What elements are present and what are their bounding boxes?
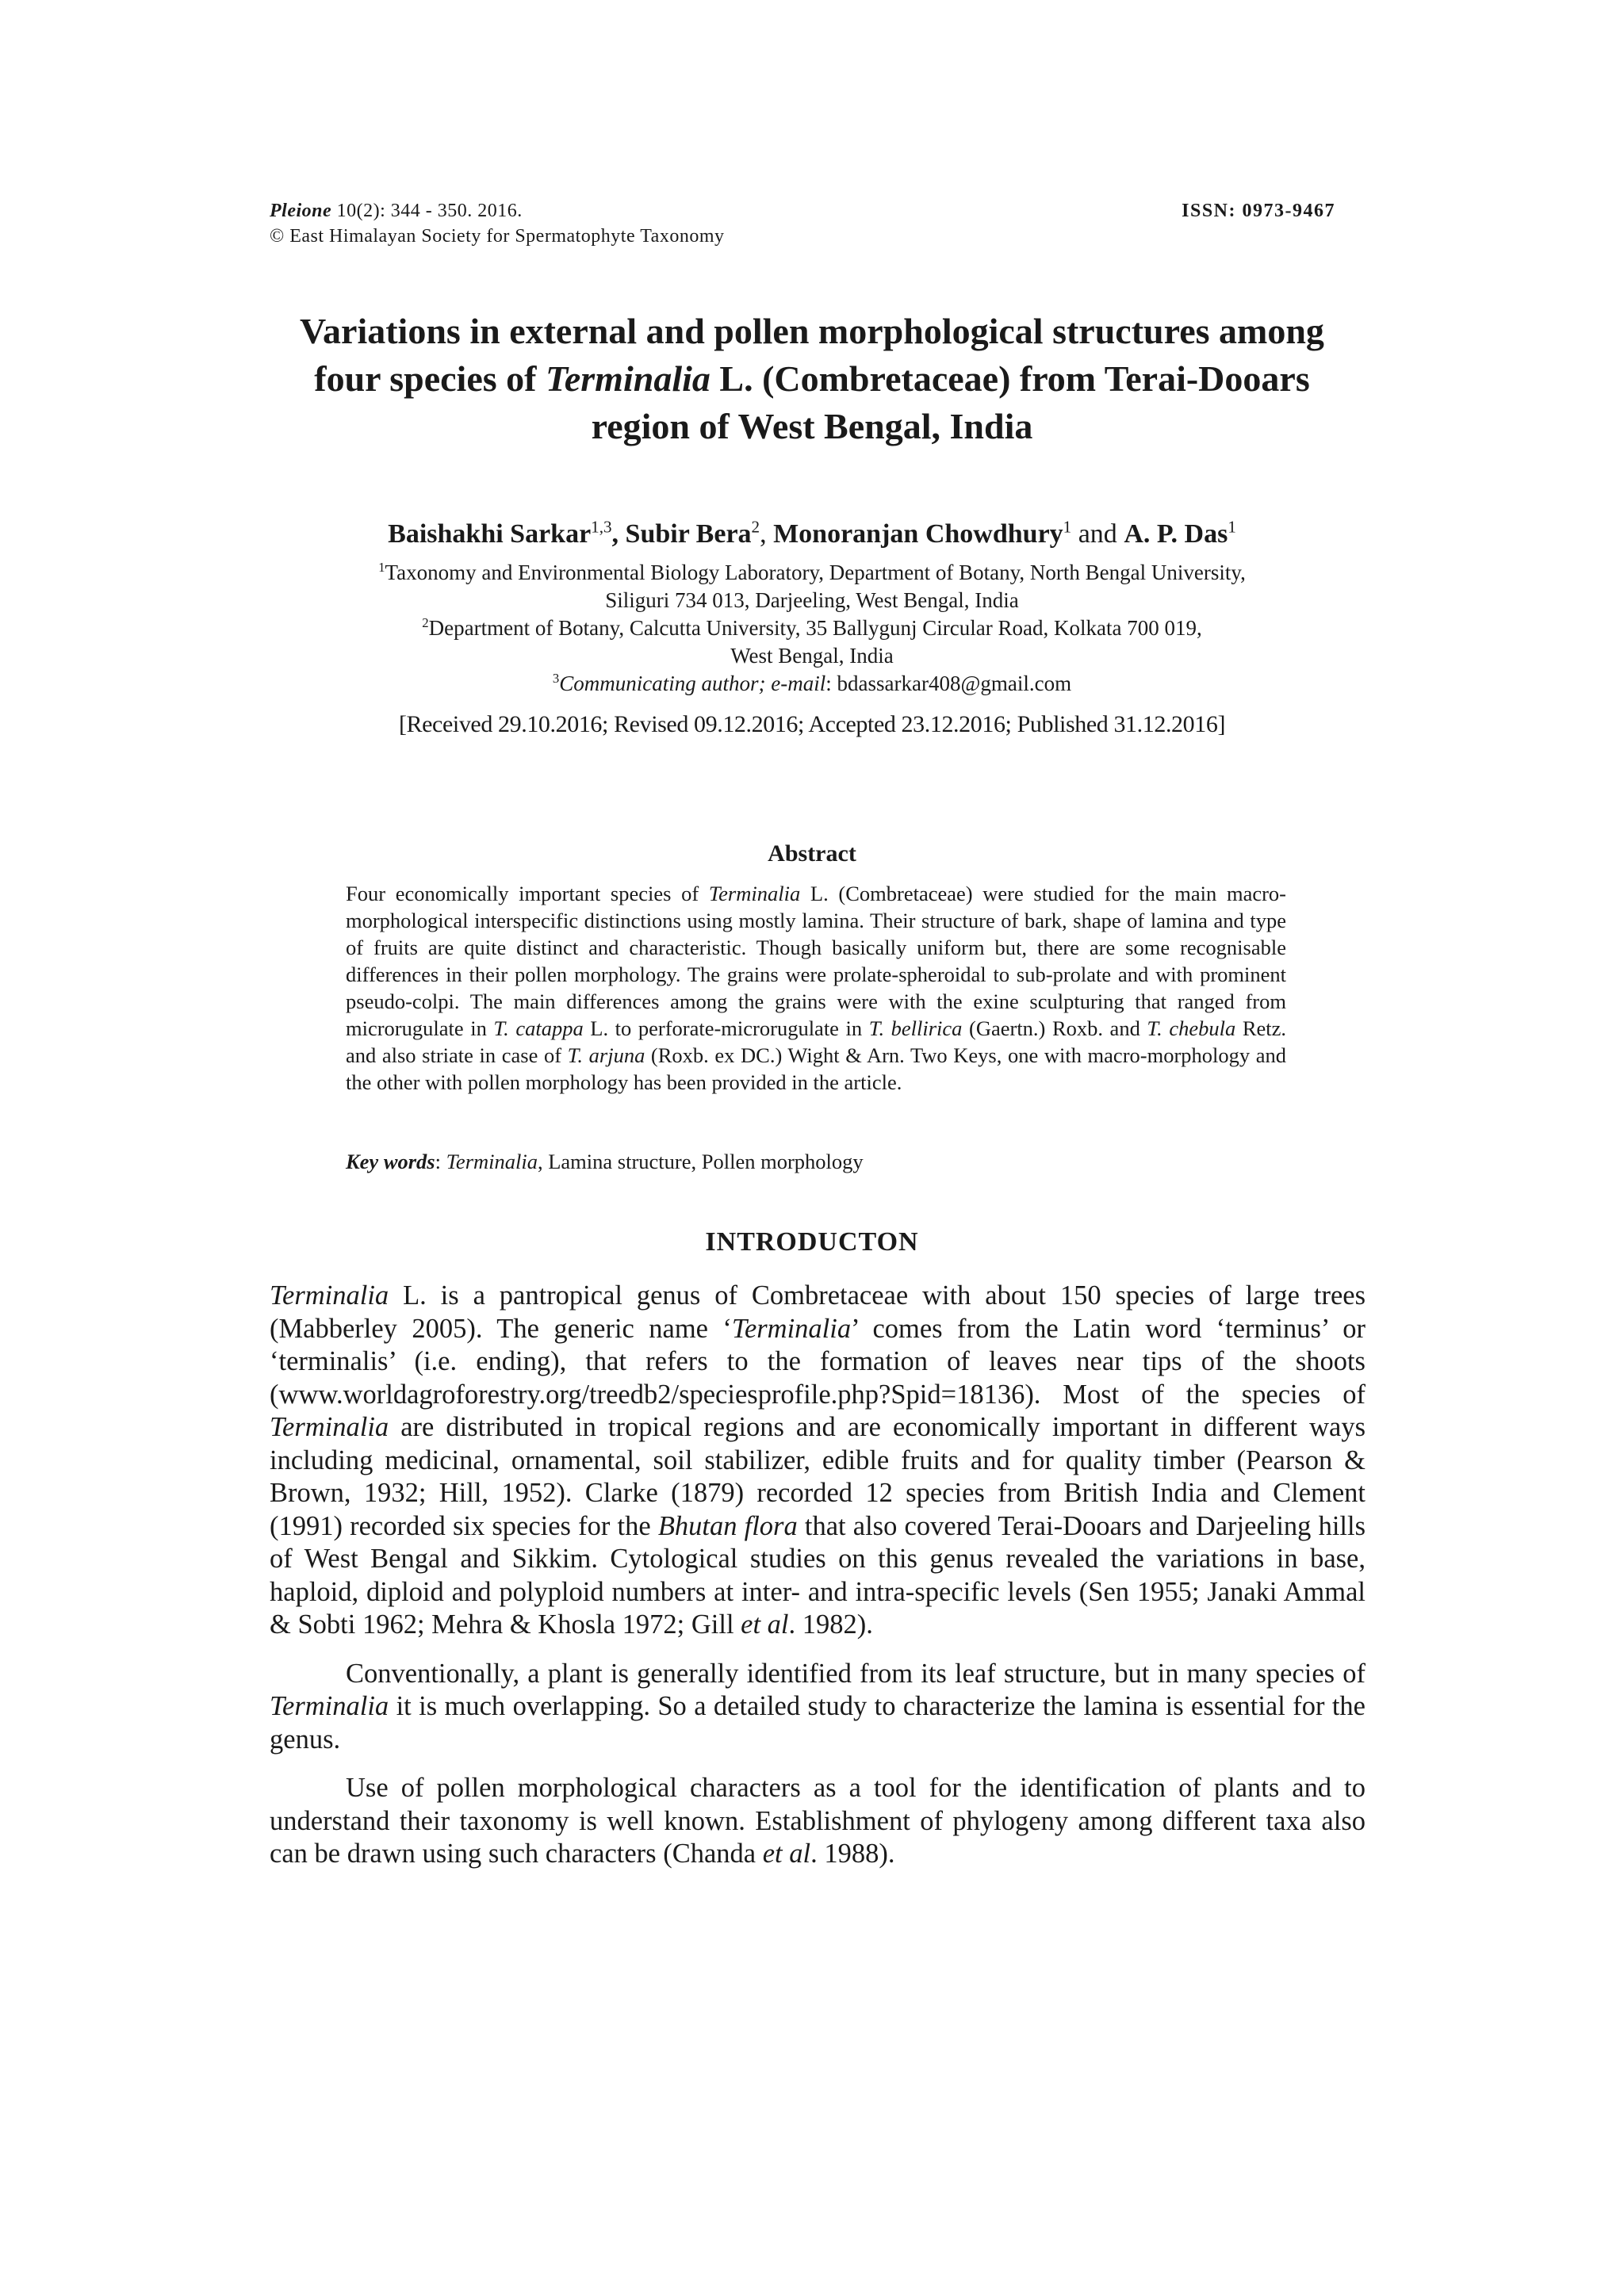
affiliation-1 — [238, 559, 1386, 587]
author-email: : bdassarkar408@gmail.com — [825, 672, 1072, 695]
genus-name: Terminalia — [270, 1691, 389, 1721]
keywords-label: Key words — [346, 1150, 435, 1173]
abstract-text: (Roxb. ex DC.) Wight & Arn. Two Keys, one with macro-morphology and the other with pollen morphology has been provided in the article. — [346, 1043, 1287, 1094]
author-separator: , — [760, 519, 774, 549]
paragraph-text: . 1982). — [788, 1609, 873, 1640]
intro-paragraph-1 — [270, 1280, 1365, 1642]
abstract-heading: Abstract — [768, 840, 856, 867]
et-al: et al — [762, 1839, 811, 1869]
species-name: T. catappa — [493, 1016, 584, 1040]
corresponding-label: Communicating author; e-mail — [559, 672, 826, 695]
introduction-body — [270, 1280, 1365, 1887]
author-affiliation-mark: 1 — [1063, 517, 1072, 537]
title-text: L. (Combretaceae) from Terai-Dooars — [710, 358, 1310, 399]
abstract-text: Four economically important species of — [346, 882, 709, 905]
affiliation-mark: 1 — [378, 560, 385, 575]
genus-name: Terminalia — [708, 882, 801, 905]
species-name: T. arjuna — [567, 1043, 645, 1067]
genus-name: Terminalia — [731, 1313, 852, 1344]
intro-paragraph-3 — [270, 1772, 1365, 1871]
book-title: Bhutan flora — [657, 1510, 798, 1541]
affiliation-2-cont: West Bengal, India — [730, 644, 894, 668]
paper-title — [238, 308, 1386, 450]
copyright-line: © East Himalayan Society for Spermatophyte Taxonomy — [270, 226, 725, 247]
journal-citation — [270, 198, 725, 224]
affiliation-text: Taxonomy and Environmental Biology Laboratory, Department of Botany, North Bengal University, — [385, 561, 1246, 584]
author-conjunction: and — [1071, 519, 1124, 549]
author-separator: , — [611, 519, 626, 549]
keywords-separator: : — [435, 1150, 446, 1173]
genus-name: Terminalia — [270, 1280, 389, 1311]
issn: ISSN: 0973-9467 — [1182, 201, 1335, 221]
journal-volume-pages: 10(2): 344 - 350. 2016. — [331, 201, 523, 221]
paragraph-text: . 1988). — [810, 1839, 895, 1869]
abstract-body — [346, 880, 1286, 1096]
et-al: et al — [741, 1609, 789, 1640]
journal-name: Pleione — [270, 201, 332, 221]
author-affiliation-mark: 1,3 — [591, 517, 612, 537]
keywords — [346, 1148, 1286, 1175]
abstract-text: L. (Combretaceae) were studied for the main macro-morphological interspecific distinctions using mostly lamina. Their structure of bark, shape of lamina and type of fruits are quite distinct and characteristic. Though basically uniform but, there are some recognisable differences in their pollen morphology. The grains were prolate-spheroidal to sub-prolate and with prominent pseudo-colpi. The main differences among the grains were with the exine sculpturing that ranged from microrugulate in — [346, 882, 1287, 1040]
affiliation-mark: 2 — [422, 615, 429, 630]
affiliation-1-cont: Siliguri 734 013, Darjeeling, West Bengal, India — [605, 588, 1019, 612]
intro-paragraph-2 — [270, 1658, 1365, 1757]
title-line-3: region of West Bengal, India — [591, 406, 1033, 446]
author-name: Baishakhi Sarkar — [388, 519, 592, 549]
title-line-2 — [238, 355, 1386, 403]
author-affiliation-mark: 1 — [1228, 517, 1236, 537]
abstract-text: Retz. and also striate in case of — [346, 1016, 1287, 1067]
affiliation-mark: 3 — [552, 671, 560, 686]
paragraph-text: are distributed in tropical regions and are economically important in different ways including medicinal, ornamental, soil stabilizer, edible fruits and for quality timber (Pearson & Brown, 1932; Hill, 1952). Clarke (1879) recorded 12 species from British India and Clement (1991) recorded six species for the — [270, 1412, 1365, 1541]
species-name: T. chebula — [1147, 1016, 1236, 1040]
abstract-text: (Gaertn.) Roxb. and — [962, 1016, 1147, 1040]
abstract-text: L. to perforate-microrugulate in — [583, 1016, 869, 1040]
title-text: four species of — [314, 358, 546, 399]
title-genus: Terminalia — [545, 358, 710, 399]
paragraph-text: Conventionally, a plant is generally identified from its leaf structure, but in many species of — [346, 1658, 1365, 1689]
author-affiliation-mark: 2 — [751, 517, 760, 537]
paragraph-text: Use of pollen morphological characters as a tool for the identification of plants and to understand their taxonomy is well known. Establishment of phylogeny among different taxa also can be drawn using such characters (Chanda — [270, 1773, 1365, 1869]
publication-dates: [Received 29.10.2016; Revised 09.12.2016; Accepted 23.12.2016; Published 31.12.2016] — [398, 711, 1226, 737]
keywords-list: , Lamina structure, Pollen morphology — [537, 1150, 864, 1173]
title-line-1: Variations in external and pollen morphological structures among — [300, 311, 1324, 351]
author-name: Subir Bera — [625, 519, 752, 549]
affiliation-2 — [238, 614, 1386, 642]
genus-name: Terminalia — [270, 1412, 389, 1442]
author-list — [238, 518, 1386, 551]
affiliations — [238, 559, 1386, 698]
paragraph-text: it is much overlapping. So a detailed study to characterize the lamina is essential for the genus. — [270, 1691, 1365, 1755]
author-name: A. P. Das — [1124, 519, 1228, 549]
paragraph-text: L. is a pantropical genus of Combretaceae with about 150 species of large trees (Mabberley 2005). The generic name ‘ — [270, 1280, 1365, 1344]
affiliation-text: Department of Botany, Calcutta University, 35 Ballygunj Circular Road, Kolkata 700 019, — [428, 616, 1202, 640]
introduction-heading: INTRODUCTON — [705, 1227, 919, 1257]
paragraph-text: that also covered Terai-Dooars and Darjeeling hills of West Bengal and Sikkim. Cytological studies on this genus revealed the variations in base, haploid, diploid and polyploid numbers at inter- and intra-specific levels (Sen 1955; Janaki Ammal & Sobti 1962; Mehra & Khosla 1972; Gill — [270, 1510, 1366, 1640]
author-name: Monoranjan Chowdhury — [773, 519, 1063, 549]
paragraph-text: ’ comes from the Latin word ‘terminus’ or ‘terminalis’ (i.e. ending), that refers to the formation of leaves near tips of the shoots (www.worldagroforestry.org/treedb2/speciesprofile.php?Spid=18136). Most of the species of — [270, 1313, 1365, 1410]
journal-header — [270, 198, 725, 249]
species-name: T. bellirica — [868, 1016, 963, 1040]
keyword-genus: Terminalia — [446, 1150, 538, 1173]
corresponding-author — [238, 670, 1386, 698]
